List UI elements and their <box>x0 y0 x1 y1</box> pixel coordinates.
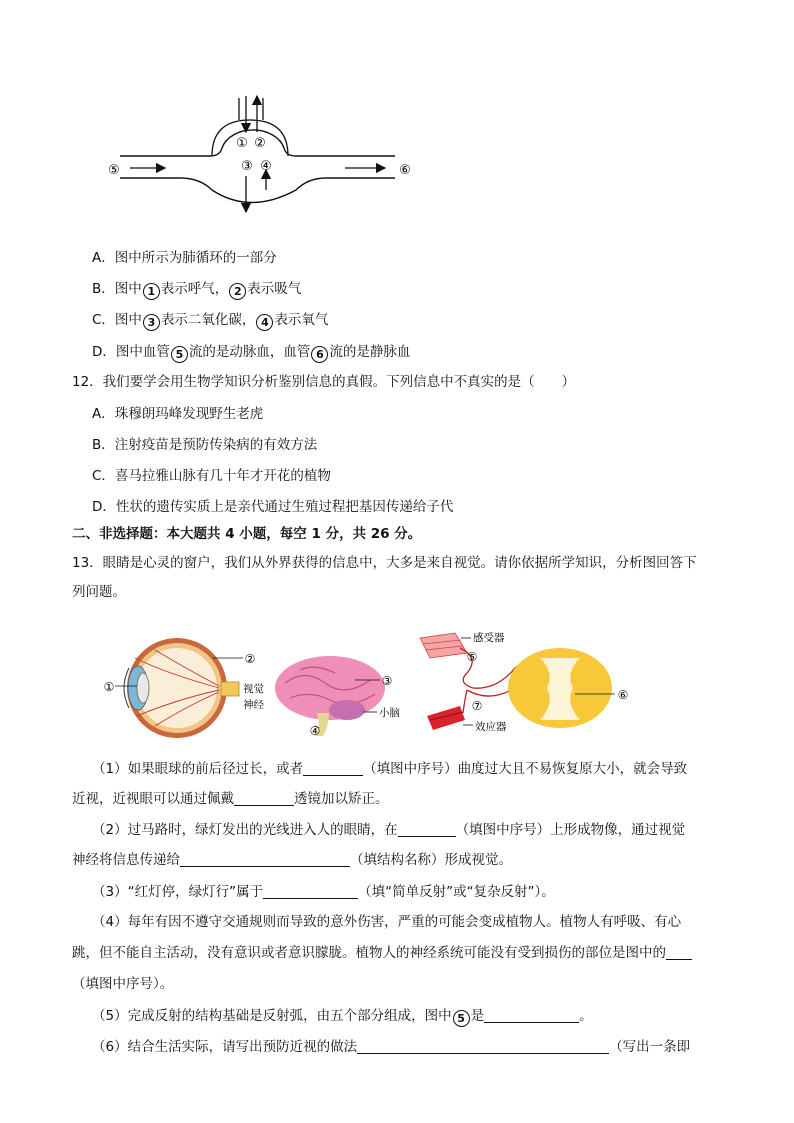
eye-label-2: ② <box>244 652 256 666</box>
label-5: ⑤ <box>108 163 120 178</box>
optic-nerve-label-1: 视觉 <box>243 683 264 695</box>
reflex-arc-illustration <box>420 633 612 730</box>
q12-option-d: D．性状的遗传实质上是亲代通过生殖过程把基因传递给子代 <box>92 499 454 515</box>
answer-blank-7[interactable] <box>484 1008 579 1023</box>
q13-stem-line1: 13．眼睛是心灵的窗户，我们从外界获得的信息中，大多是来自视觉。请你依据所学知识，分析图回答下 <box>72 555 697 571</box>
reflex-label-5: ⑤ <box>466 650 478 664</box>
label-6: ⑥ <box>399 163 411 178</box>
q11-option-c: C．图中 3 表示二氧化碳， 4 表示氧气 <box>92 312 329 329</box>
brain-label-4: ④ <box>309 724 321 738</box>
q11-option-d: D．图中血管 5 流的是动脉血，血管 6 流的是静脉血 <box>92 344 411 361</box>
cerebellum-label: 小脑 <box>379 707 400 719</box>
q13-part6: （6）结合生活实际，请写出预防近视的做法 （写出一条即 <box>92 1039 691 1055</box>
q13-part4-line3: （填图中序号）。 <box>72 976 174 992</box>
q13-part4-line1: （4）每年有因不遵守交通规则而导致的意外伤害，严重的可能会变成植物人。植物人有呼吸、有心 <box>92 914 682 930</box>
q13-part1-line2: 近视，近视眼可以通过佩戴 透镜加以矫正。 <box>72 791 389 807</box>
receptor-label: 感受器 <box>473 632 505 644</box>
section-heading: 二、非选择题：本大题共 4 小题，每空 1 分，共 26 分。 <box>72 526 422 542</box>
eye-label-1: ① <box>103 680 115 694</box>
q13-part5: （5）完成反射的结构基础是反射弧，由五个部分组成，图中 5 是 。 <box>92 1008 593 1025</box>
answer-blank-1[interactable] <box>303 761 363 776</box>
q11-option-b: B．图中 1 表示呼气， 2 表示吸气 <box>92 281 302 298</box>
label-2: ② <box>254 136 266 151</box>
label-3: ③ <box>241 159 253 174</box>
optic-nerve-label-2: 神经 <box>243 699 264 711</box>
q12-option-c: C．喜马拉雅山脉有几十年才开花的植物 <box>92 468 331 484</box>
q12-option-b: B．注射疫苗是预防传染病的有效方法 <box>92 437 318 453</box>
answer-blank-5[interactable] <box>263 884 358 899</box>
alveolus-diagram <box>100 90 430 220</box>
q13-part3: （3）“红灯停，绿灯行”属于 （填“简单反射”或“复杂反射”）。 <box>92 884 555 900</box>
q12-option-a: A．珠穆朗玛峰发现野生老虎 <box>92 406 264 422</box>
q13-figure <box>95 628 655 743</box>
label-1: ① <box>236 136 248 151</box>
answer-blank-6[interactable] <box>666 945 692 960</box>
answer-blank-4[interactable] <box>180 852 350 867</box>
answer-blank-8[interactable] <box>357 1039 609 1054</box>
label-4: ④ <box>260 159 272 174</box>
q13-part2-line2: 神经将信息传递给 （填结构名称）形成视觉。 <box>72 852 512 868</box>
q12-stem: 12．我们要学会用生物学知识分析鉴别信息的真假。下列信息中不真实的是（ ） <box>72 374 576 390</box>
q13-part4-line2: 跳，但不能自主活动，没有意识或者意识朦胧。植物人的神经系统可能没有受到损伤的部位是图中的 <box>72 944 692 962</box>
effector-label: 效应器 <box>475 721 507 733</box>
answer-blank-2[interactable] <box>234 791 294 806</box>
q13-stem-line2: 列问题。 <box>72 584 126 600</box>
capillary-lower-wall <box>120 178 395 203</box>
reflex-label-6: ⑥ <box>617 688 629 702</box>
q13-part2-line1: （2）过马路时，绿灯发出的光线进入人的眼睛，在 （填图中序号）上形成物像，通过视觉 <box>92 822 686 838</box>
q13-part1-line1: （1）如果眼球的前后径过长，或者 （填图中序号）曲度过大且不易恢复原大小，就会导致 <box>92 761 688 777</box>
brain-label-3: ③ <box>381 674 393 688</box>
q11-option-a: A．图中所示为肺循环的一部分 <box>92 250 277 266</box>
eyeball-illustration <box>124 638 239 738</box>
reflex-label-7: ⑦ <box>471 699 483 713</box>
answer-blank-3[interactable] <box>398 822 456 837</box>
brain-illustration <box>275 656 385 736</box>
